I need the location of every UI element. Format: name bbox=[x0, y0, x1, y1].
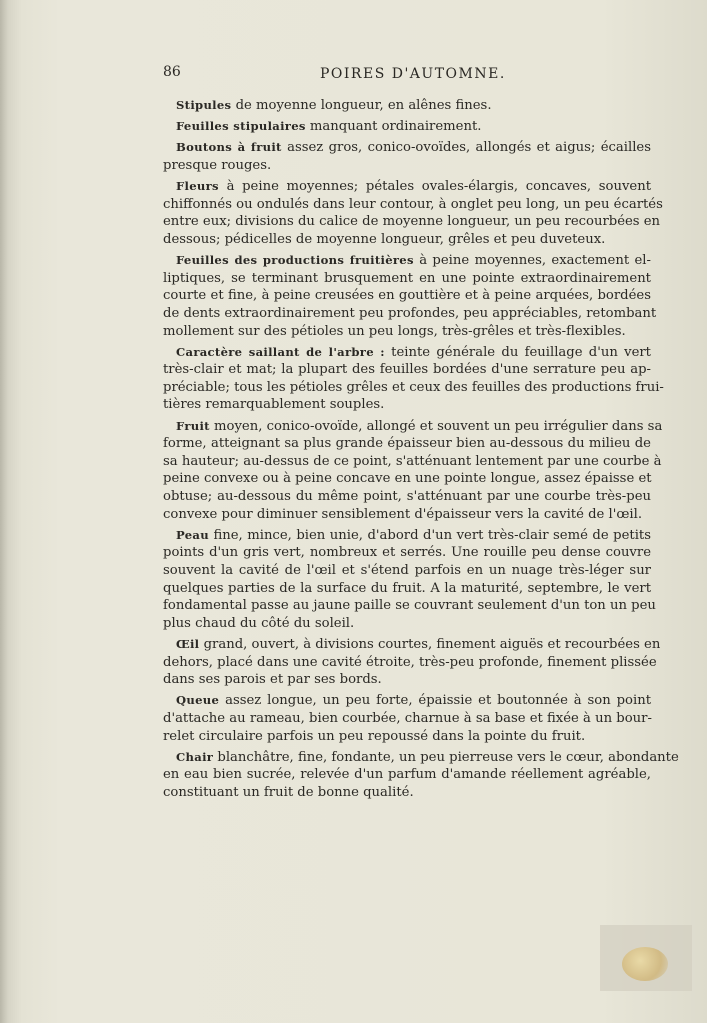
line-text: plus chaud du côté du soleil. bbox=[163, 615, 355, 631]
paragraph bbox=[163, 527, 656, 633]
text-line bbox=[163, 196, 663, 214]
text-line bbox=[163, 506, 651, 524]
line-text: de moyenne longueur, en alênes fines. bbox=[235, 98, 492, 113]
text-line bbox=[163, 305, 657, 323]
text-line bbox=[163, 118, 651, 136]
text-line bbox=[163, 323, 651, 341]
paragraph bbox=[163, 749, 679, 802]
paragraph-lead: Feuilles des productions fruitières bbox=[176, 253, 414, 268]
line-text: très-clair et mat; la plupart des feuilles bordées d'une serrature peu ap- bbox=[163, 362, 651, 378]
line-text: de dents extraordinairement peu profondes, peu appréciables, retombant bbox=[163, 305, 657, 321]
paragraph bbox=[163, 118, 651, 136]
text-line bbox=[163, 97, 651, 115]
line-text: points d'un gris vert, nombreux et serrés. Une rouille peu dense couvre bbox=[163, 545, 651, 561]
text-line bbox=[163, 527, 651, 545]
text-line bbox=[163, 252, 651, 270]
text-line bbox=[163, 749, 679, 767]
paragraph bbox=[163, 139, 651, 174]
line-text: dehors, placé dans une cavité étroite, très-peu profonde, finement plissée bbox=[163, 654, 657, 670]
text-line bbox=[163, 231, 651, 249]
line-text: obtuse; au-dessous du même point, s'atténuant par une courbe très-peu bbox=[163, 489, 651, 505]
line-text: à peine moyennes, exactement el- bbox=[419, 253, 651, 269]
text-line bbox=[163, 544, 651, 562]
running-head: POIRES D'AUTOMNE. bbox=[320, 66, 506, 82]
line-text: en eau bien sucrée, relevée d'un parfum d'amande réellement agréable, bbox=[163, 767, 651, 783]
paragraph bbox=[163, 252, 657, 340]
line-text: dans ses parois et par ses bords. bbox=[163, 672, 382, 688]
paragraph-lead: Fruit bbox=[176, 418, 210, 433]
text-line bbox=[163, 379, 664, 397]
line-text: chiffonnés ou ondulés dans leur contour, à onglet peu long, un peu écartés bbox=[163, 196, 663, 212]
text-line bbox=[163, 453, 662, 471]
line-text: relet circulaire parfois un peu repoussé dans la pointe du fruit. bbox=[163, 728, 586, 744]
page-body bbox=[163, 97, 679, 805]
text-line bbox=[163, 671, 651, 689]
page-header bbox=[163, 64, 513, 84]
text-line bbox=[163, 139, 651, 157]
text-line bbox=[163, 654, 657, 672]
paragraph bbox=[163, 97, 651, 115]
paragraph bbox=[163, 636, 661, 689]
line-text: assez longue, un peu forte, épaissie et boutonnée à son point bbox=[225, 693, 651, 709]
paragraph-lead: Boutons à fruit bbox=[176, 140, 282, 155]
line-text: convexe pour diminuer sensiblement d'épaisseur vers la cavité de l'œil. bbox=[163, 506, 643, 522]
line-text: entre eux; divisions du calice de moyenne longueur, un peu recourbées en bbox=[163, 214, 661, 230]
paragraph bbox=[163, 178, 663, 248]
paragraph-lead: Œil bbox=[176, 636, 200, 651]
text-line bbox=[163, 157, 651, 175]
text-line bbox=[163, 710, 651, 728]
line-text: sa hauteur; au-dessus de ce point, s'atténuant lentement par une courbe à bbox=[163, 453, 662, 469]
paragraph bbox=[163, 692, 651, 745]
line-text: fine, mince, bien unie, d'abord d'un vert très-clair semé de petits bbox=[213, 527, 651, 543]
watermark-thumbnail bbox=[600, 925, 692, 991]
text-line bbox=[163, 597, 656, 615]
text-line bbox=[163, 213, 661, 231]
line-text: liptiques, se terminant brusquement en une pointe extraordinairement bbox=[163, 270, 651, 286]
text-line bbox=[163, 435, 651, 453]
line-text: fondamental passe au jaune paille se couvrant seulement d'un ton un peu bbox=[163, 598, 656, 614]
text-line bbox=[163, 562, 651, 580]
line-text: peine convexe ou à peine concave en une pointe longue, assez épaisse et bbox=[163, 471, 652, 487]
text-line bbox=[163, 396, 651, 414]
line-text: courte et fine, à peine creusées en gouttière et à peine arquées, bordées bbox=[163, 288, 651, 304]
text-line bbox=[163, 636, 661, 654]
text-line bbox=[163, 470, 651, 488]
text-line bbox=[163, 178, 651, 196]
text-line bbox=[163, 418, 663, 436]
line-text: forme, atteignant sa plus grande épaisseur bien au-dessous du milieu de bbox=[163, 436, 651, 452]
paragraph-lead: Peau bbox=[176, 527, 209, 542]
text-line bbox=[163, 766, 651, 784]
line-text: grand, ouvert, à divisions courtes, finement aiguës et recourbées en bbox=[203, 636, 661, 652]
line-text: tières remarquablement souples. bbox=[163, 397, 385, 413]
text-line bbox=[163, 361, 651, 379]
paragraph bbox=[163, 344, 664, 414]
line-text: teinte générale du feuillage d'un vert bbox=[391, 344, 651, 360]
line-text: souvent la cavité de l'œil et s'étend parfois en un nuage très-léger sur bbox=[163, 563, 651, 578]
line-text: à peine moyennes; pétales ovales-élargis, concaves, souvent bbox=[226, 179, 651, 195]
text-line bbox=[163, 270, 651, 288]
text-line bbox=[163, 784, 651, 802]
line-text: mollement sur des pétioles un peu longs, très-grêles et très-flexibles. bbox=[163, 323, 626, 339]
text-line bbox=[163, 692, 651, 710]
line-text: dessous; pédicelles de moyenne longueur, grêles et peu duveteux. bbox=[163, 231, 606, 247]
text-line bbox=[163, 580, 651, 598]
paragraph-lead: Feuilles stipulaires bbox=[176, 119, 306, 134]
line-text: constituant un fruit de bonne qualité. bbox=[163, 784, 414, 800]
line-text: assez gros, conico-ovoïdes, allongés et aigus; écailles bbox=[287, 140, 651, 156]
page-number: 86 bbox=[163, 64, 181, 80]
text-line bbox=[163, 615, 651, 633]
text-line bbox=[163, 728, 651, 746]
line-text: moyen, conico-ovoïde, allongé et souvent un peu irrégulier dans sa bbox=[214, 418, 663, 434]
text-line bbox=[163, 488, 651, 506]
paragraph-lead: Chair bbox=[176, 749, 214, 764]
paragraph-lead: Stipules bbox=[176, 98, 232, 112]
paragraph-lead: Queue bbox=[176, 693, 220, 708]
paragraph-lead: Caractère saillant de l'arbre : bbox=[176, 344, 385, 359]
paragraph bbox=[163, 418, 663, 524]
line-text: préciable; tous les pétioles grêles et ceux des feuilles des productions frui- bbox=[163, 379, 664, 395]
line-text: quelques parties de la surface du fruit. A la maturité, septembre, le vert bbox=[163, 580, 651, 596]
text-line bbox=[163, 344, 651, 362]
line-text: blanchâtre, fine, fondante, un peu pierreuse vers le cœur, abondante bbox=[217, 749, 679, 765]
line-text: manquant ordinairement. bbox=[309, 119, 482, 135]
paragraph-lead: Fleurs bbox=[176, 179, 219, 194]
line-text: d'attache au rameau, bien courbée, charnue à sa base et fixée à un bour- bbox=[163, 710, 652, 726]
text-line bbox=[163, 287, 651, 305]
line-text: presque rouges. bbox=[163, 157, 272, 173]
